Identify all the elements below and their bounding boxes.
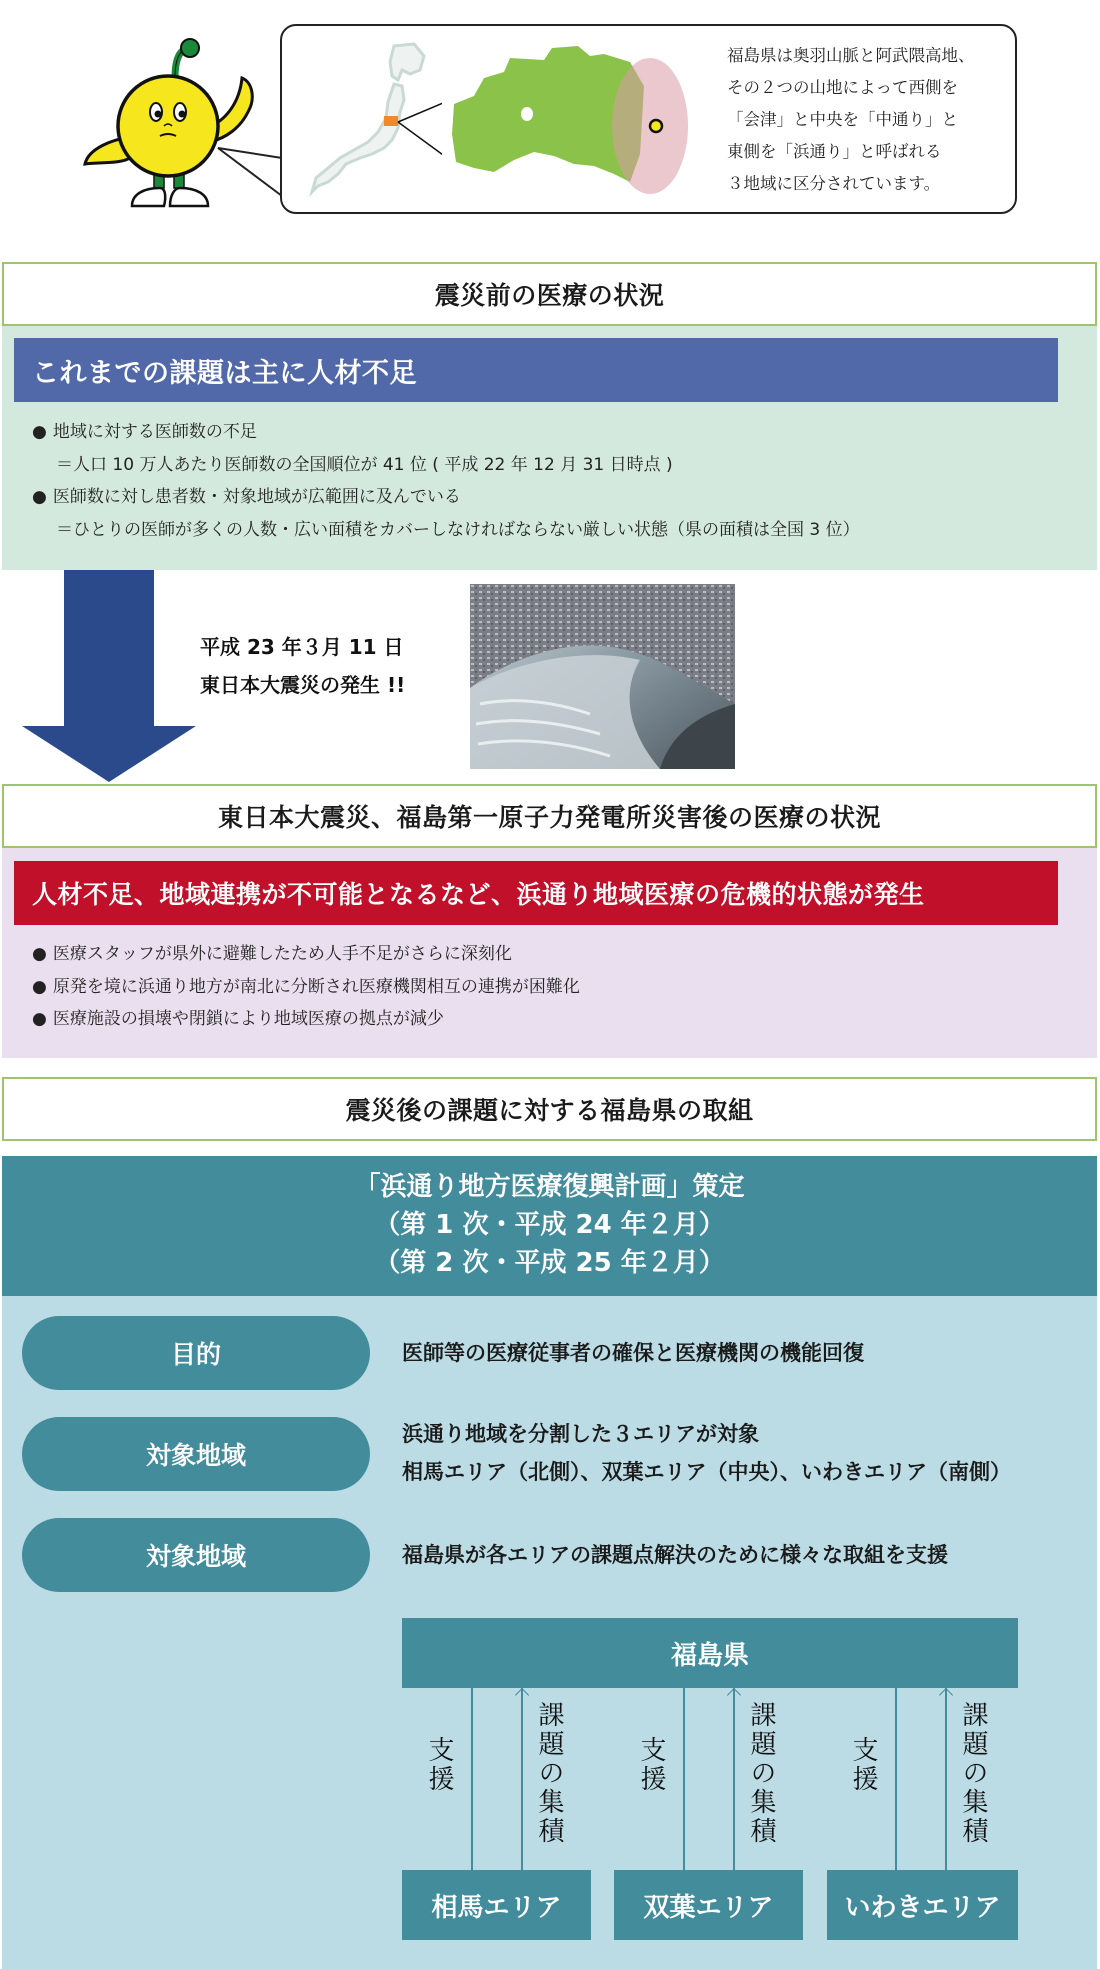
- fukushima-highlight: [384, 116, 398, 126]
- bubble-line: その２つの山地によって西側を: [727, 78, 958, 97]
- support-label: 支援: [848, 1736, 878, 1794]
- down-arrow-icon: [20, 570, 200, 782]
- purpose-description: [402, 1334, 864, 1372]
- org-box-iwaki-area: いわきエリア: [827, 1870, 1018, 1940]
- support-arrow-line: [895, 1688, 897, 1880]
- org-box-futaba-area: 双葉エリア: [614, 1870, 803, 1940]
- bullet-item: ● 医師数に対し患者数・対象地域が広範囲に及んでいる: [32, 481, 860, 514]
- post-disaster-banner: 人材不足、地域連携が不可能となるなど、浜通り地域医療の危機的状態が発生: [14, 861, 1058, 925]
- plan-details-panel: [2, 1296, 1097, 1969]
- support-label: 支援: [424, 1736, 454, 1794]
- arrow-up-icon: [515, 1688, 529, 1702]
- desc-line: 医師等の医療従事者の確保と医療機関の機能回復: [402, 1341, 864, 1365]
- desc-line: 相馬エリア（北側）、双葉エリア（中央）、いわきエリア（南側）: [402, 1460, 1011, 1484]
- section-title-prefecture-initiatives: 震災後の課題に対する福島県の取組: [2, 1077, 1097, 1141]
- event-description: [200, 628, 405, 704]
- bubble-line: ３地域に区分されています。: [727, 174, 941, 193]
- japan-map-icon: [302, 36, 442, 206]
- intro-section: [0, 0, 1100, 230]
- support-description: [402, 1536, 948, 1574]
- bubble-line: 東側を「浜通り」と呼ばれる: [727, 142, 942, 161]
- issue-collection-label: 課題の集積: [958, 1701, 988, 1846]
- support-arrow-line: [683, 1688, 685, 1880]
- pre-disaster-banner: これまでの課題は主に人材不足: [14, 338, 1058, 402]
- pre-disaster-panel: [2, 326, 1097, 570]
- label-pill-target-area: 対象地域: [22, 1417, 370, 1491]
- bullet-item: ● 医療スタッフが県外に避難したため人手不足がさらに深刻化: [32, 938, 580, 971]
- org-box-fukushima: 福島県: [402, 1618, 1018, 1688]
- section-title-post-disaster: 東日本大震災、福島第一原子力発電所災害後の医療の状況: [2, 784, 1097, 848]
- issue-arrow-line: [733, 1688, 735, 1880]
- recovery-plan-header: [2, 1156, 1097, 1296]
- arrow-up-icon: [939, 1688, 953, 1702]
- post-disaster-bullets: [32, 938, 580, 1036]
- speech-bubble-tail: [212, 140, 284, 200]
- aerial-tsunami-photo: [470, 584, 735, 769]
- bubble-line: 福島県は奥羽山脈と阿武隈高地、: [727, 46, 975, 65]
- arrow-up-icon: [727, 1688, 741, 1702]
- pre-disaster-bullets: [32, 416, 860, 546]
- plan-title: 「浜通り地方医療復興計画」策定: [354, 1172, 745, 1202]
- issue-arrow-line: [945, 1688, 947, 1880]
- event-date: 平成 23 年３月 11 日: [200, 635, 404, 659]
- support-label: 支援: [636, 1736, 666, 1794]
- bullet-item: ● 医療施設の損壊や閉鎖により地域医療の拠点が減少: [32, 1003, 580, 1036]
- bullet-subitem: ＝ひとりの医師が多くの人数・広い面積をカバーしなければならない厳しい状態（県の面積は全国 3 位）: [56, 519, 860, 540]
- bullet-item: ● 原発を境に浜通り地方が南北に分断され医療機関相互の連携が困難化: [32, 971, 580, 1004]
- issue-arrow-line: [521, 1688, 523, 1880]
- event-label: 東日本大震災の発生 !!: [200, 673, 406, 697]
- issue-collection-label: 課題の集積: [534, 1701, 564, 1846]
- section-title-pre-disaster: 震災前の医療の状況: [2, 262, 1097, 326]
- plan-phase-1: （第 1 次・平成 24 年２月）: [374, 1210, 725, 1240]
- location-marker-icon: [650, 120, 662, 132]
- label-pill-purpose: 目的: [22, 1316, 370, 1390]
- bubble-description: [727, 40, 1017, 200]
- issue-collection-label: 課題の集積: [746, 1701, 776, 1846]
- plan-phase-2: （第 2 次・平成 25 年２月）: [374, 1248, 725, 1278]
- org-box-soma-area: 相馬エリア: [402, 1870, 591, 1940]
- desc-line: 福島県が各エリアの課題点解決のために様々な取組を支援: [402, 1543, 948, 1567]
- desc-line: 浜通り地域を分割した３エリアが対象: [402, 1422, 759, 1446]
- bullet-subitem: ＝人口 10 万人あたり医師数の全国順位が 41 位 ( 平成 22 年 12 月 31 日時点 ): [56, 454, 673, 475]
- post-disaster-panel: [2, 848, 1097, 1058]
- target-area-description: [402, 1415, 1011, 1491]
- bubble-line: 「会津」と中央を「中通り」と: [727, 110, 958, 129]
- label-pill-support: 対象地域: [22, 1518, 370, 1592]
- support-arrow-line: [471, 1688, 473, 1880]
- bullet-item: ● 地域に対する医師数の不足: [32, 416, 860, 449]
- speech-bubble: [280, 24, 1017, 214]
- fukushima-prefecture-map-icon: [444, 34, 724, 214]
